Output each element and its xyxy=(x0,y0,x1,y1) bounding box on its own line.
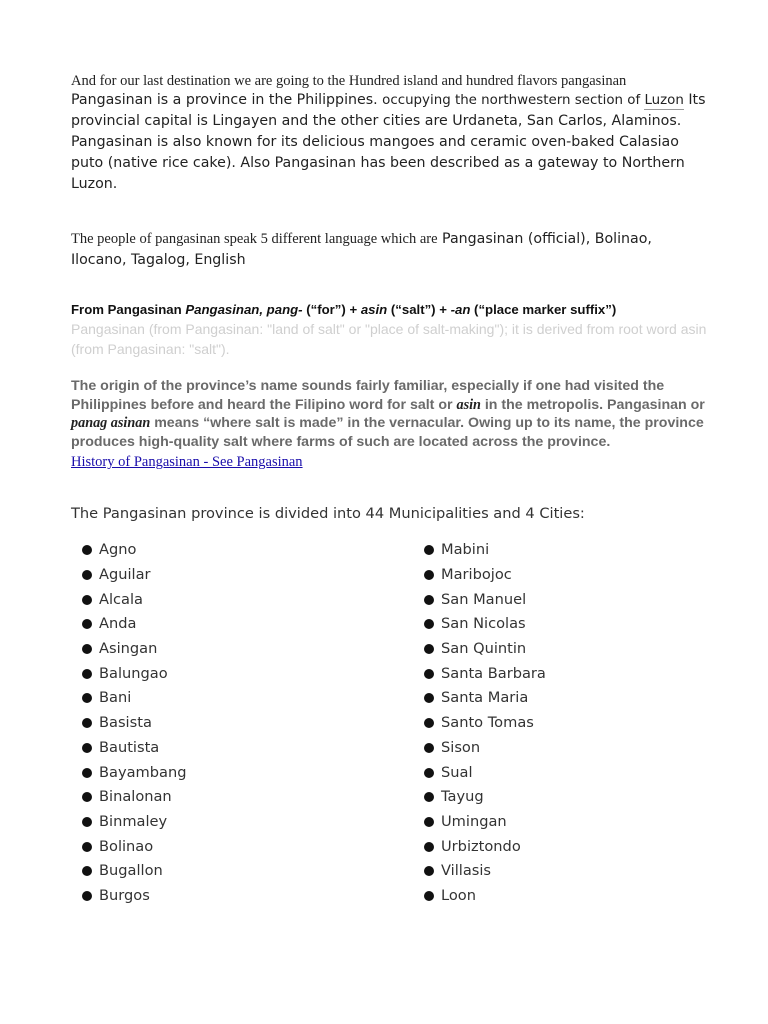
list-item xyxy=(424,859,546,884)
bullet-icon xyxy=(82,817,92,827)
etymology-heading xyxy=(71,301,711,319)
municipality-name: San Quintin xyxy=(441,640,527,658)
municipality-name: Umingan xyxy=(441,812,507,830)
list-item xyxy=(424,736,546,761)
bullet-icon xyxy=(424,792,434,802)
municipality-name: Urbiztondo xyxy=(441,837,521,855)
bullet-icon xyxy=(82,768,92,778)
municipality-name: Bautista xyxy=(99,738,160,756)
bullet-icon xyxy=(424,866,434,876)
origin-e: means “where salt is made” in the vernacular. Owing up to its name, the province produces high-quality salt where farms of such are located across the province. xyxy=(71,415,704,450)
municipality-name: Alcala xyxy=(99,590,144,608)
list-item xyxy=(424,884,546,909)
list-item xyxy=(82,859,186,884)
etym-a: From Pangasinan xyxy=(71,302,186,317)
province-details: Its provincial capital is Lingayen and the other cities are Urdaneta, San Carlos, Alaminos. Pangasinan is also known for its delicious mangoes and ceramic oven-baked Calasiao puto (native rice cake). Also Pangasinan has been described as a gateway to Northern Luzon. xyxy=(71,92,706,192)
luzon-word: Luzon xyxy=(644,93,684,108)
etym-b: Pangasinan, pang- xyxy=(185,302,303,317)
list-item xyxy=(82,587,186,612)
municipality-name: Bolinao xyxy=(99,837,154,855)
bullet-icon xyxy=(82,693,92,703)
bullet-icon xyxy=(424,817,434,827)
municipality-name: Loon xyxy=(441,886,476,904)
origin-asin: asin xyxy=(456,396,481,413)
bullet-icon xyxy=(424,545,434,555)
list-item xyxy=(424,760,546,785)
bullet-icon xyxy=(82,545,92,555)
bullet-icon xyxy=(82,891,92,901)
municipality-name: Villasis xyxy=(441,862,492,880)
paragraph-languages xyxy=(71,229,711,271)
municipalities-left-column xyxy=(82,538,186,908)
list-item xyxy=(82,612,186,637)
municipality-name: Asingan xyxy=(99,640,158,658)
municipality-name: Binalonan xyxy=(99,788,172,806)
bullet-icon xyxy=(424,595,434,605)
history-link[interactable]: History of Pangasinan - See Pangasinan xyxy=(71,454,303,471)
municipality-name: Bayambang xyxy=(99,763,187,781)
list-item xyxy=(424,538,546,563)
bullet-icon xyxy=(82,842,92,852)
list-item xyxy=(82,538,186,563)
list-item xyxy=(424,834,546,859)
municipality-name: Santa Maria xyxy=(441,689,529,707)
municipality-name: San Nicolas xyxy=(441,615,526,633)
list-item xyxy=(82,785,186,810)
origin-panag-asinan: panag asinan xyxy=(71,415,151,432)
list-item xyxy=(82,661,186,686)
bullet-icon xyxy=(424,768,434,778)
list-item xyxy=(424,637,546,662)
list-item xyxy=(424,661,546,686)
list-item xyxy=(82,736,186,761)
municipality-name: Maribojoc xyxy=(441,566,512,584)
bullet-icon xyxy=(424,669,434,679)
bullet-icon xyxy=(424,718,434,728)
bullet-icon xyxy=(82,619,92,629)
languages-intro: The people of pangasinan speak 5 different language which are xyxy=(71,231,438,247)
municipality-name: Bugallon xyxy=(99,862,163,880)
list-item xyxy=(424,612,546,637)
province-sentence: Pangasinan is a province in the Philippines. xyxy=(71,92,378,108)
list-item xyxy=(82,760,186,785)
paragraph-origin xyxy=(71,377,711,451)
list-item xyxy=(82,563,186,588)
bullet-icon xyxy=(424,644,434,654)
list-item xyxy=(424,810,546,835)
municipality-name: Aguilar xyxy=(99,566,151,584)
list-item xyxy=(82,884,186,909)
bullet-icon xyxy=(424,619,434,629)
list-item xyxy=(424,711,546,736)
paragraph-province xyxy=(71,90,711,195)
list-item xyxy=(424,563,546,588)
municipality-name: Burgos xyxy=(99,886,150,904)
municipality-name: Agno xyxy=(99,541,137,559)
intro-line: And for our last destination we are going to the Hundred island and hundred flavors pangasinan xyxy=(71,73,627,89)
list-item xyxy=(424,587,546,612)
municipality-name: San Manuel xyxy=(441,590,527,608)
etym-d: asin xyxy=(360,302,388,317)
municipality-name: Basista xyxy=(99,714,152,732)
municipality-name: Anda xyxy=(99,615,137,633)
bullet-icon xyxy=(82,718,92,728)
origin-c: in the metropolis. Pangasinan or xyxy=(480,396,705,413)
municipality-name: Santa Barbara xyxy=(441,664,546,682)
etym-g: (“place marker suffix”) xyxy=(470,302,617,317)
bullet-icon xyxy=(82,644,92,654)
municipalities-right-column xyxy=(424,538,546,908)
languages-list: Pangasinan (official), Bolinao, Ilocano, Tagalog, English xyxy=(71,231,652,268)
document-page xyxy=(71,72,711,524)
municipality-name: Binmaley xyxy=(99,812,168,830)
list-item xyxy=(82,711,186,736)
bullet-icon xyxy=(82,669,92,679)
bullet-icon xyxy=(82,570,92,580)
bullet-icon xyxy=(424,693,434,703)
municipality-name: Mabini xyxy=(441,541,490,559)
etym-f: -an xyxy=(450,302,471,317)
etymology-faint-text: Pangasinan (from Pangasinan: "land of salt" or "place of salt-making"); it is derived from root word asin (from Pangasinan: "salt"). xyxy=(71,321,707,357)
list-item xyxy=(82,810,186,835)
list-item xyxy=(82,834,186,859)
municipality-name: Sison xyxy=(441,738,481,756)
origin-a: The origin of the province’s name sounds fairly familiar, especially if one had visited the Philippines before and heard the Filipino word for salt or xyxy=(71,378,665,413)
municipality-name: Sual xyxy=(441,763,473,781)
municipality-name: Santo Tomas xyxy=(441,714,534,732)
municipality-name: Bani xyxy=(99,689,132,707)
bullet-icon xyxy=(424,743,434,753)
list-item xyxy=(424,686,546,711)
bullet-icon xyxy=(424,570,434,580)
etym-e: (“salt”) + xyxy=(387,302,451,317)
municipalities-intro: The Pangasinan province is divided into 44 Municipalities and 4 Cities: xyxy=(71,505,585,523)
list-item xyxy=(82,637,186,662)
etym-c: (“for”) + xyxy=(302,302,361,317)
northwestern-text: occupying the northwestern section of xyxy=(382,93,641,108)
bullet-icon xyxy=(82,743,92,753)
bullet-icon xyxy=(82,792,92,802)
bullet-icon xyxy=(424,842,434,852)
municipality-name: Tayug xyxy=(441,788,484,806)
list-item xyxy=(424,785,546,810)
bullet-icon xyxy=(82,595,92,605)
municipality-name: Balungao xyxy=(99,664,168,682)
northwestern-phrase xyxy=(382,93,684,110)
bullet-icon xyxy=(82,866,92,876)
bullet-icon xyxy=(424,891,434,901)
list-item xyxy=(82,686,186,711)
